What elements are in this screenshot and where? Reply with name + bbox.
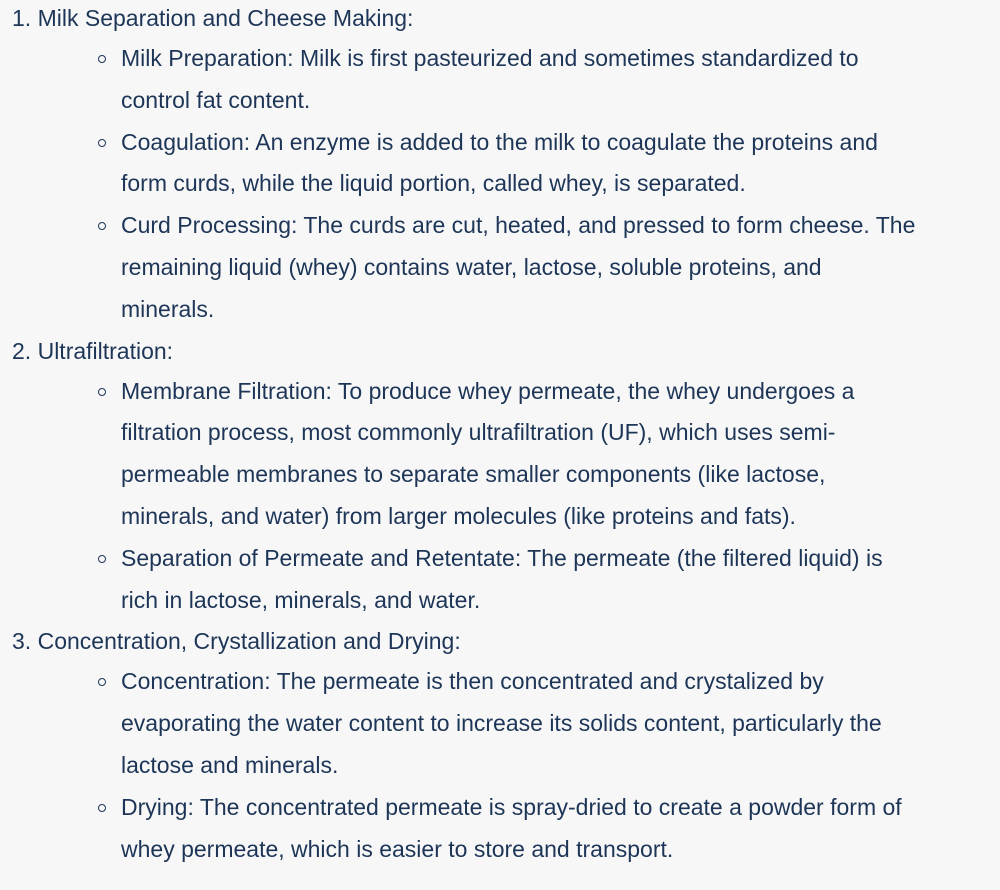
- step-heading: [0, 629, 1000, 653]
- list-item-text: Coagulation: An enzyme is added to the milk to coagulate the proteins and form curds, while the liquid portion, called whey, is separated.: [121, 128, 878, 197]
- step-title: Milk Separation and Cheese Making:: [37, 5, 414, 31]
- hollow-circle-bullet-icon: [98, 122, 112, 164]
- list-item: [0, 661, 921, 786]
- hollow-circle-bullet-icon: [98, 661, 112, 703]
- list-item-text: Concentration: The permeate is then concentrated and crystalized by evaporating the water content to increase its solids content, particularly the lactose and minerals.: [121, 668, 882, 778]
- step-title: Ultrafiltration:: [37, 337, 174, 364]
- hollow-circle-bullet-icon: [98, 371, 112, 413]
- hollow-circle-bullet-icon: [98, 787, 112, 829]
- step-points: [0, 38, 1000, 331]
- step-number: 3.: [12, 628, 32, 655]
- list-item-text: Membrane Filtration: To produce whey permeate, the whey undergoes a filtration process, most commonly ultrafiltration (UF), which uses semi-permeable membranes to separate smaller components (like lactose, minerals, and water) from larger molecules (like proteins and fats).: [121, 377, 855, 529]
- list-item: [0, 205, 921, 330]
- list-item-text: Separation of Permeate and Retentate: The permeate (the filtered liquid) is rich in lactose, minerals, and water.: [121, 544, 883, 613]
- list-item-text: Curd Processing: The curds are cut, heated, and pressed to form cheese. The remaining liquid (whey) contains water, lactose, soluble proteins, and minerals.: [121, 212, 916, 322]
- list-item: [0, 538, 921, 622]
- hollow-circle-bullet-icon: [98, 38, 112, 80]
- step-points: [0, 371, 1000, 622]
- step-heading: [0, 339, 1000, 363]
- list-item-text: Milk Preparation: Milk is first pasteurized and sometimes standardized to control fat content.: [121, 45, 859, 113]
- list-item-text: Drying: The concentrated permeate is spray-dried to create a powder form of whey permeate, which is easier to store and transport.: [121, 793, 902, 862]
- step-1: [0, 0, 1000, 331]
- step-2: [0, 331, 1000, 622]
- list-item: [0, 122, 921, 206]
- list-item: [0, 38, 921, 122]
- step-points: [0, 661, 1000, 870]
- step-number: 2.: [12, 337, 32, 364]
- step-heading: [0, 6, 1000, 30]
- step-3: [0, 621, 1000, 870]
- list-item: [0, 787, 921, 871]
- hollow-circle-bullet-icon: [98, 205, 112, 247]
- step-title: Concentration, Crystallization and Drying:: [37, 628, 461, 655]
- hollow-circle-bullet-icon: [98, 538, 112, 580]
- step-number: 1.: [12, 5, 32, 31]
- list-item: [0, 371, 921, 538]
